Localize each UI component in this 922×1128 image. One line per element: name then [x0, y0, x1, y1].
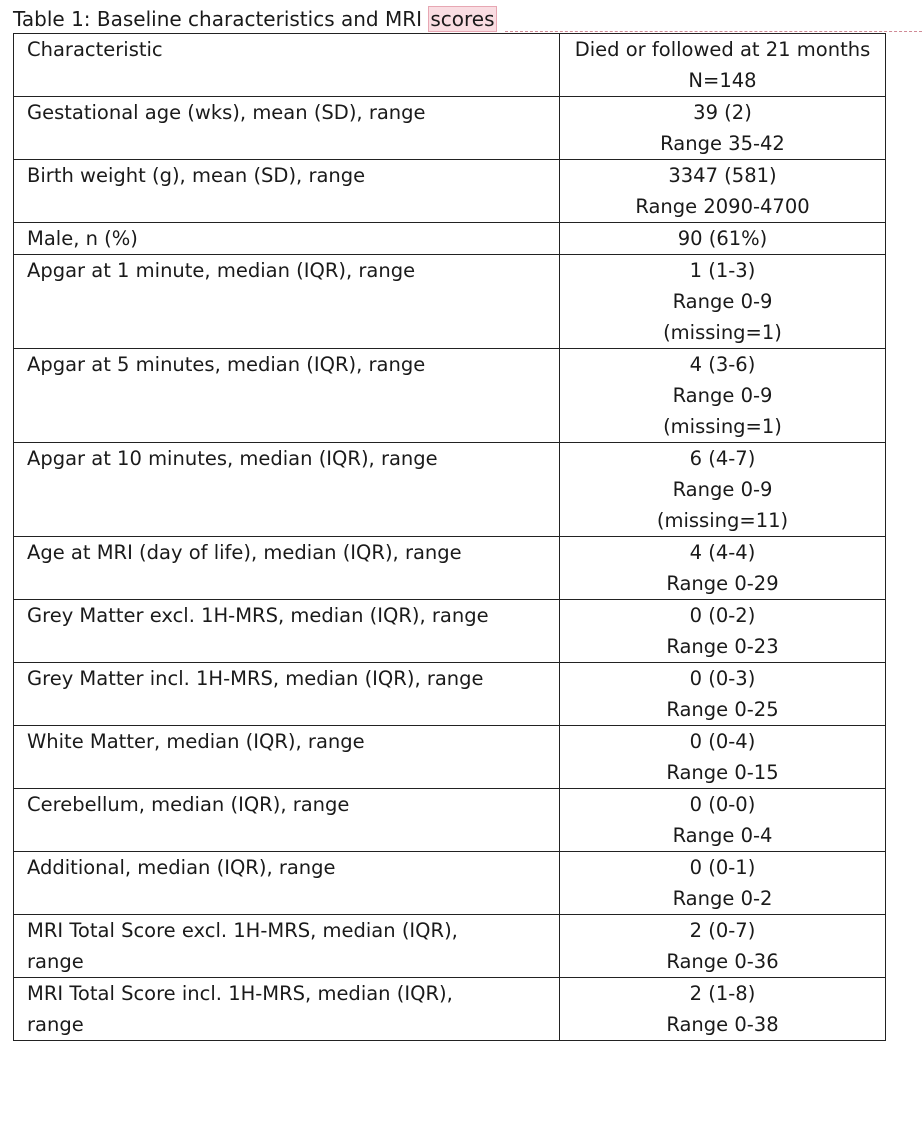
- characteristic-label: Apgar at 10 minutes, median (IQR), range: [27, 447, 438, 470]
- table-row: [14, 663, 886, 726]
- value-line: Range 0-23: [666, 635, 779, 658]
- characteristic-cell: [14, 443, 560, 537]
- characteristic-label: Grey Matter incl. 1H-MRS, median (IQR), range: [27, 667, 484, 690]
- characteristic-cell: [14, 915, 560, 978]
- characteristic-label: Apgar at 5 minutes, median (IQR), range: [27, 353, 426, 376]
- characteristic-label: Cerebellum, median (IQR), range: [27, 793, 350, 816]
- value-cell: [560, 443, 886, 537]
- value-line: 6 (4-7): [689, 447, 756, 470]
- value-line: 0 (0-0): [689, 793, 756, 816]
- value-line: (missing=1): [663, 321, 782, 344]
- value-cell: [560, 537, 886, 600]
- value-line: 90 (61%): [677, 227, 768, 250]
- value-line: 0 (0-3): [689, 667, 756, 690]
- characteristic-cell: [14, 789, 560, 852]
- value-line: 4 (3-6): [689, 353, 756, 376]
- value-line: Range 0-29: [666, 572, 779, 595]
- value-line: 2 (1-8): [689, 982, 756, 1005]
- table-row: [14, 223, 886, 255]
- value-cell: [560, 726, 886, 789]
- table-row: [14, 600, 886, 663]
- characteristic-label: Birth weight (g), mean (SD), range: [27, 164, 366, 187]
- table-row: [14, 537, 886, 600]
- characteristic-cell: [14, 600, 560, 663]
- value-line: (missing=11): [656, 509, 789, 532]
- characteristic-label: range: [27, 950, 84, 973]
- characteristic-cell: [14, 663, 560, 726]
- value-line: Range 0-38: [666, 1013, 779, 1036]
- characteristic-cell: [14, 726, 560, 789]
- header-died-or-followed: [560, 34, 886, 97]
- value-line: (missing=1): [663, 415, 782, 438]
- value-line: 1 (1-3): [689, 259, 756, 282]
- value-cell: [560, 978, 886, 1041]
- value-line: Range 0-9: [672, 290, 773, 313]
- characteristic-label: Gestational age (wks), mean (SD), range: [27, 101, 426, 124]
- value-line: 0 (0-4): [689, 730, 756, 753]
- table-row: [14, 443, 886, 537]
- characteristic-label: Male, n (%): [27, 227, 138, 250]
- value-cell: [560, 789, 886, 852]
- value-cell: [560, 97, 886, 160]
- characteristic-cell: [14, 255, 560, 349]
- value-cell: [560, 663, 886, 726]
- characteristic-label: Age at MRI (day of life), median (IQR), range: [27, 541, 462, 564]
- characteristic-label: MRI Total Score excl. 1H-MRS, median (IQR),: [27, 919, 458, 942]
- value-cell: [560, 349, 886, 443]
- value-line: 3347 (581): [668, 164, 777, 187]
- characteristic-cell: [14, 978, 560, 1041]
- value-cell: [560, 915, 886, 978]
- characteristic-cell: [14, 537, 560, 600]
- value-line: Range 0-9: [672, 384, 773, 407]
- characteristic-cell: [14, 160, 560, 223]
- table-row: [14, 97, 886, 160]
- characteristic-cell: [14, 97, 560, 160]
- value-line: Range 0-15: [666, 761, 779, 784]
- table-header-row: [14, 34, 886, 97]
- value-line: Range 35-42: [660, 132, 785, 155]
- table-row: [14, 789, 886, 852]
- characteristic-label: Additional, median (IQR), range: [27, 856, 336, 879]
- value-line: 2 (0-7): [689, 919, 756, 942]
- table-row: [14, 978, 886, 1041]
- characteristic-cell: [14, 349, 560, 443]
- header-col2-line1: Died or followed at 21 months: [574, 38, 871, 61]
- table-row: [14, 726, 886, 789]
- value-line: Range 0-9: [672, 478, 773, 501]
- caption-highlighted-word: scores: [430, 7, 495, 31]
- value-line: 0 (0-2): [689, 604, 756, 627]
- table-row: [14, 915, 886, 978]
- value-line: Range 0-4: [672, 824, 773, 847]
- characteristic-label: range: [27, 1013, 84, 1036]
- value-cell: [560, 600, 886, 663]
- characteristic-label: Grey Matter excl. 1H-MRS, median (IQR), range: [27, 604, 489, 627]
- table-row: [14, 160, 886, 223]
- header-characteristic-text: Characteristic: [27, 38, 163, 61]
- table-row: [14, 852, 886, 915]
- characteristic-label: Apgar at 1 minute, median (IQR), range: [27, 259, 416, 282]
- characteristic-cell: [14, 852, 560, 915]
- table-row: [14, 255, 886, 349]
- characteristic-label: White Matter, median (IQR), range: [27, 730, 365, 753]
- table-caption: [13, 6, 497, 32]
- baseline-characteristics-table: [13, 33, 886, 1041]
- value-line: 4 (4-4): [689, 541, 756, 564]
- value-line: 0 (0-1): [689, 856, 756, 879]
- value-line: Range 0-25: [666, 698, 779, 721]
- characteristic-label: MRI Total Score incl. 1H-MRS, median (IQR),: [27, 982, 453, 1005]
- caption-text: Table 1: Baseline characteristics and MRI: [13, 7, 429, 31]
- value-cell: [560, 223, 886, 255]
- caption-dashed-rule: [505, 31, 922, 32]
- value-line: 39 (2): [693, 101, 752, 124]
- value-cell: [560, 255, 886, 349]
- header-col2-line2: N=148: [688, 69, 757, 92]
- value-line: Range 0-2: [672, 887, 773, 910]
- characteristic-cell: [14, 223, 560, 255]
- header-characteristic: [14, 34, 560, 97]
- value-line: Range 0-36: [666, 950, 779, 973]
- value-cell: [560, 852, 886, 915]
- value-cell: [560, 160, 886, 223]
- value-line: Range 2090-4700: [635, 195, 810, 218]
- table-row: [14, 349, 886, 443]
